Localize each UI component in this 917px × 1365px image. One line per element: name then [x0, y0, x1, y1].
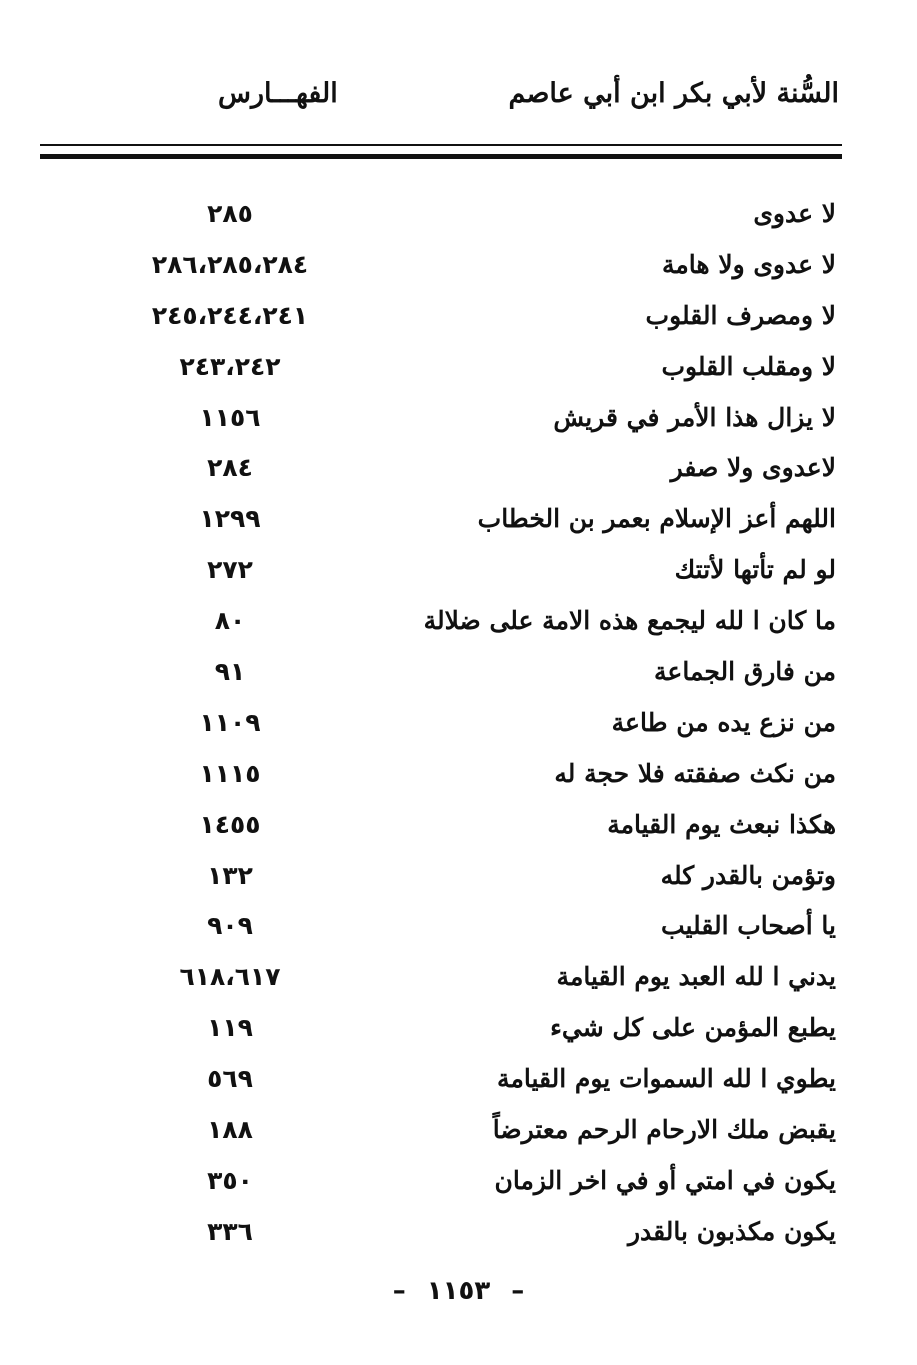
- entry-ref: ١٣٢: [207, 860, 253, 890]
- entry-text: يدني ا لله العبد يوم القيامة: [556, 962, 836, 992]
- index-entry: [40, 192, 842, 243]
- entry-ref: ٢٨٥: [207, 199, 253, 228]
- entry-ref: ٢٤٣،٢٤٢: [179, 351, 281, 381]
- entry-text: يكون في امتي أو في اخر الزمان: [494, 1165, 836, 1195]
- index-entry: [40, 243, 842, 294]
- entry-text: لاعدوى ولا صفر: [670, 453, 836, 483]
- entry-text: لا ومقلب القلوب: [661, 351, 836, 381]
- footer-dash-right: –: [511, 1276, 525, 1306]
- entry-ref: ٣٣٦: [207, 1216, 253, 1246]
- index-entry: [40, 904, 842, 955]
- entry-ref: ١٨٨: [207, 1115, 253, 1145]
- index-entry: [40, 1159, 842, 1210]
- entry-ref: ٢٧٢: [207, 555, 253, 585]
- entry-text: لا عدوى: [753, 199, 836, 228]
- entry-text: ما كان ا لله ليجمع هذه الامة على ضلالة: [423, 606, 836, 636]
- entry-text: وتؤمن بالقدر كله: [660, 860, 836, 890]
- index-entry: [40, 1057, 842, 1108]
- index-entry: [40, 701, 842, 752]
- index-entry: [40, 396, 842, 447]
- entry-text: اللهم أعز الإسلام بعمر بن الخطاب: [477, 504, 836, 534]
- entry-text: لا ومصرف القلوب: [645, 300, 836, 330]
- entry-text: يكون مكذبون بالقدر: [627, 1216, 836, 1246]
- entry-text: يطوي ا لله السموات يوم القيامة: [497, 1064, 836, 1094]
- entry-text: من نكث صفقته فلا حجة له: [554, 758, 836, 788]
- entry-ref: ٢٨٦،٢٨٥،٢٨٤: [151, 249, 309, 279]
- entry-ref: ٢٤٥،٢٤٤،٢٤١: [151, 300, 309, 330]
- index-entry: [40, 294, 842, 345]
- index-entry: [40, 599, 842, 650]
- index-entry: [40, 803, 842, 854]
- header-rule-thick: [40, 154, 842, 159]
- index-entry: [40, 446, 842, 497]
- index-entry: [40, 752, 842, 803]
- entry-ref: ١١١٥: [199, 758, 261, 788]
- entry-text: يطبع المؤمن على كل شيء: [550, 1013, 836, 1043]
- index-entry: [40, 955, 842, 1006]
- index-entry: [40, 345, 842, 396]
- page-number: ١١٥٣: [426, 1276, 491, 1306]
- entry-text: لو لم تأتها لأتتك: [674, 555, 836, 585]
- book-title: السُّنة لأبي بكر ابن أبي عاصم: [508, 78, 839, 109]
- section-title: الفهـــارس: [218, 78, 338, 109]
- entry-text: لا عدوى ولا هامة: [662, 249, 836, 279]
- index-entry: [40, 1006, 842, 1057]
- entry-ref: ٥٦٩: [207, 1064, 253, 1094]
- entry-text: هكذا نبعث يوم القيامة: [607, 809, 836, 839]
- entry-ref: ٣٥٠: [207, 1165, 253, 1195]
- entry-text: من نزع يده من طاعة: [611, 707, 836, 737]
- entry-ref: ٢٨٤: [207, 453, 253, 483]
- entry-ref: ١٤٥٥: [199, 809, 261, 839]
- entry-ref: ١١٥٦: [199, 402, 261, 432]
- entry-text: من فارق الجماعة: [654, 657, 836, 687]
- index-entry: [40, 854, 842, 905]
- index-entry: [40, 650, 842, 701]
- entry-text: يقبض ملك الارحام الرحم معترضاً: [492, 1115, 836, 1145]
- footer-dash-left: –: [392, 1276, 406, 1306]
- entry-ref: ١١٠٩: [199, 707, 261, 737]
- entry-ref: ٩١: [214, 657, 246, 687]
- header-rule-thin: [40, 144, 842, 146]
- entry-ref: ٨٠: [214, 606, 246, 636]
- entry-ref: ١١٩: [207, 1013, 253, 1043]
- index-entry: [40, 497, 842, 548]
- index-list: [40, 192, 842, 1261]
- entry-text: لا يزال هذا الأمر في قريش: [553, 402, 836, 432]
- index-entry: [40, 1108, 842, 1159]
- entry-ref: ١٢٩٩: [199, 504, 261, 534]
- running-header: [40, 78, 839, 126]
- entry-text: يا أصحاب القليب: [660, 911, 836, 941]
- index-entry: [40, 1210, 842, 1261]
- page-footer: [0, 1276, 917, 1306]
- entry-ref: ٩٠٩: [207, 911, 253, 941]
- index-entry: [40, 548, 842, 599]
- entry-ref: ٦١٨،٦١٧: [179, 962, 281, 992]
